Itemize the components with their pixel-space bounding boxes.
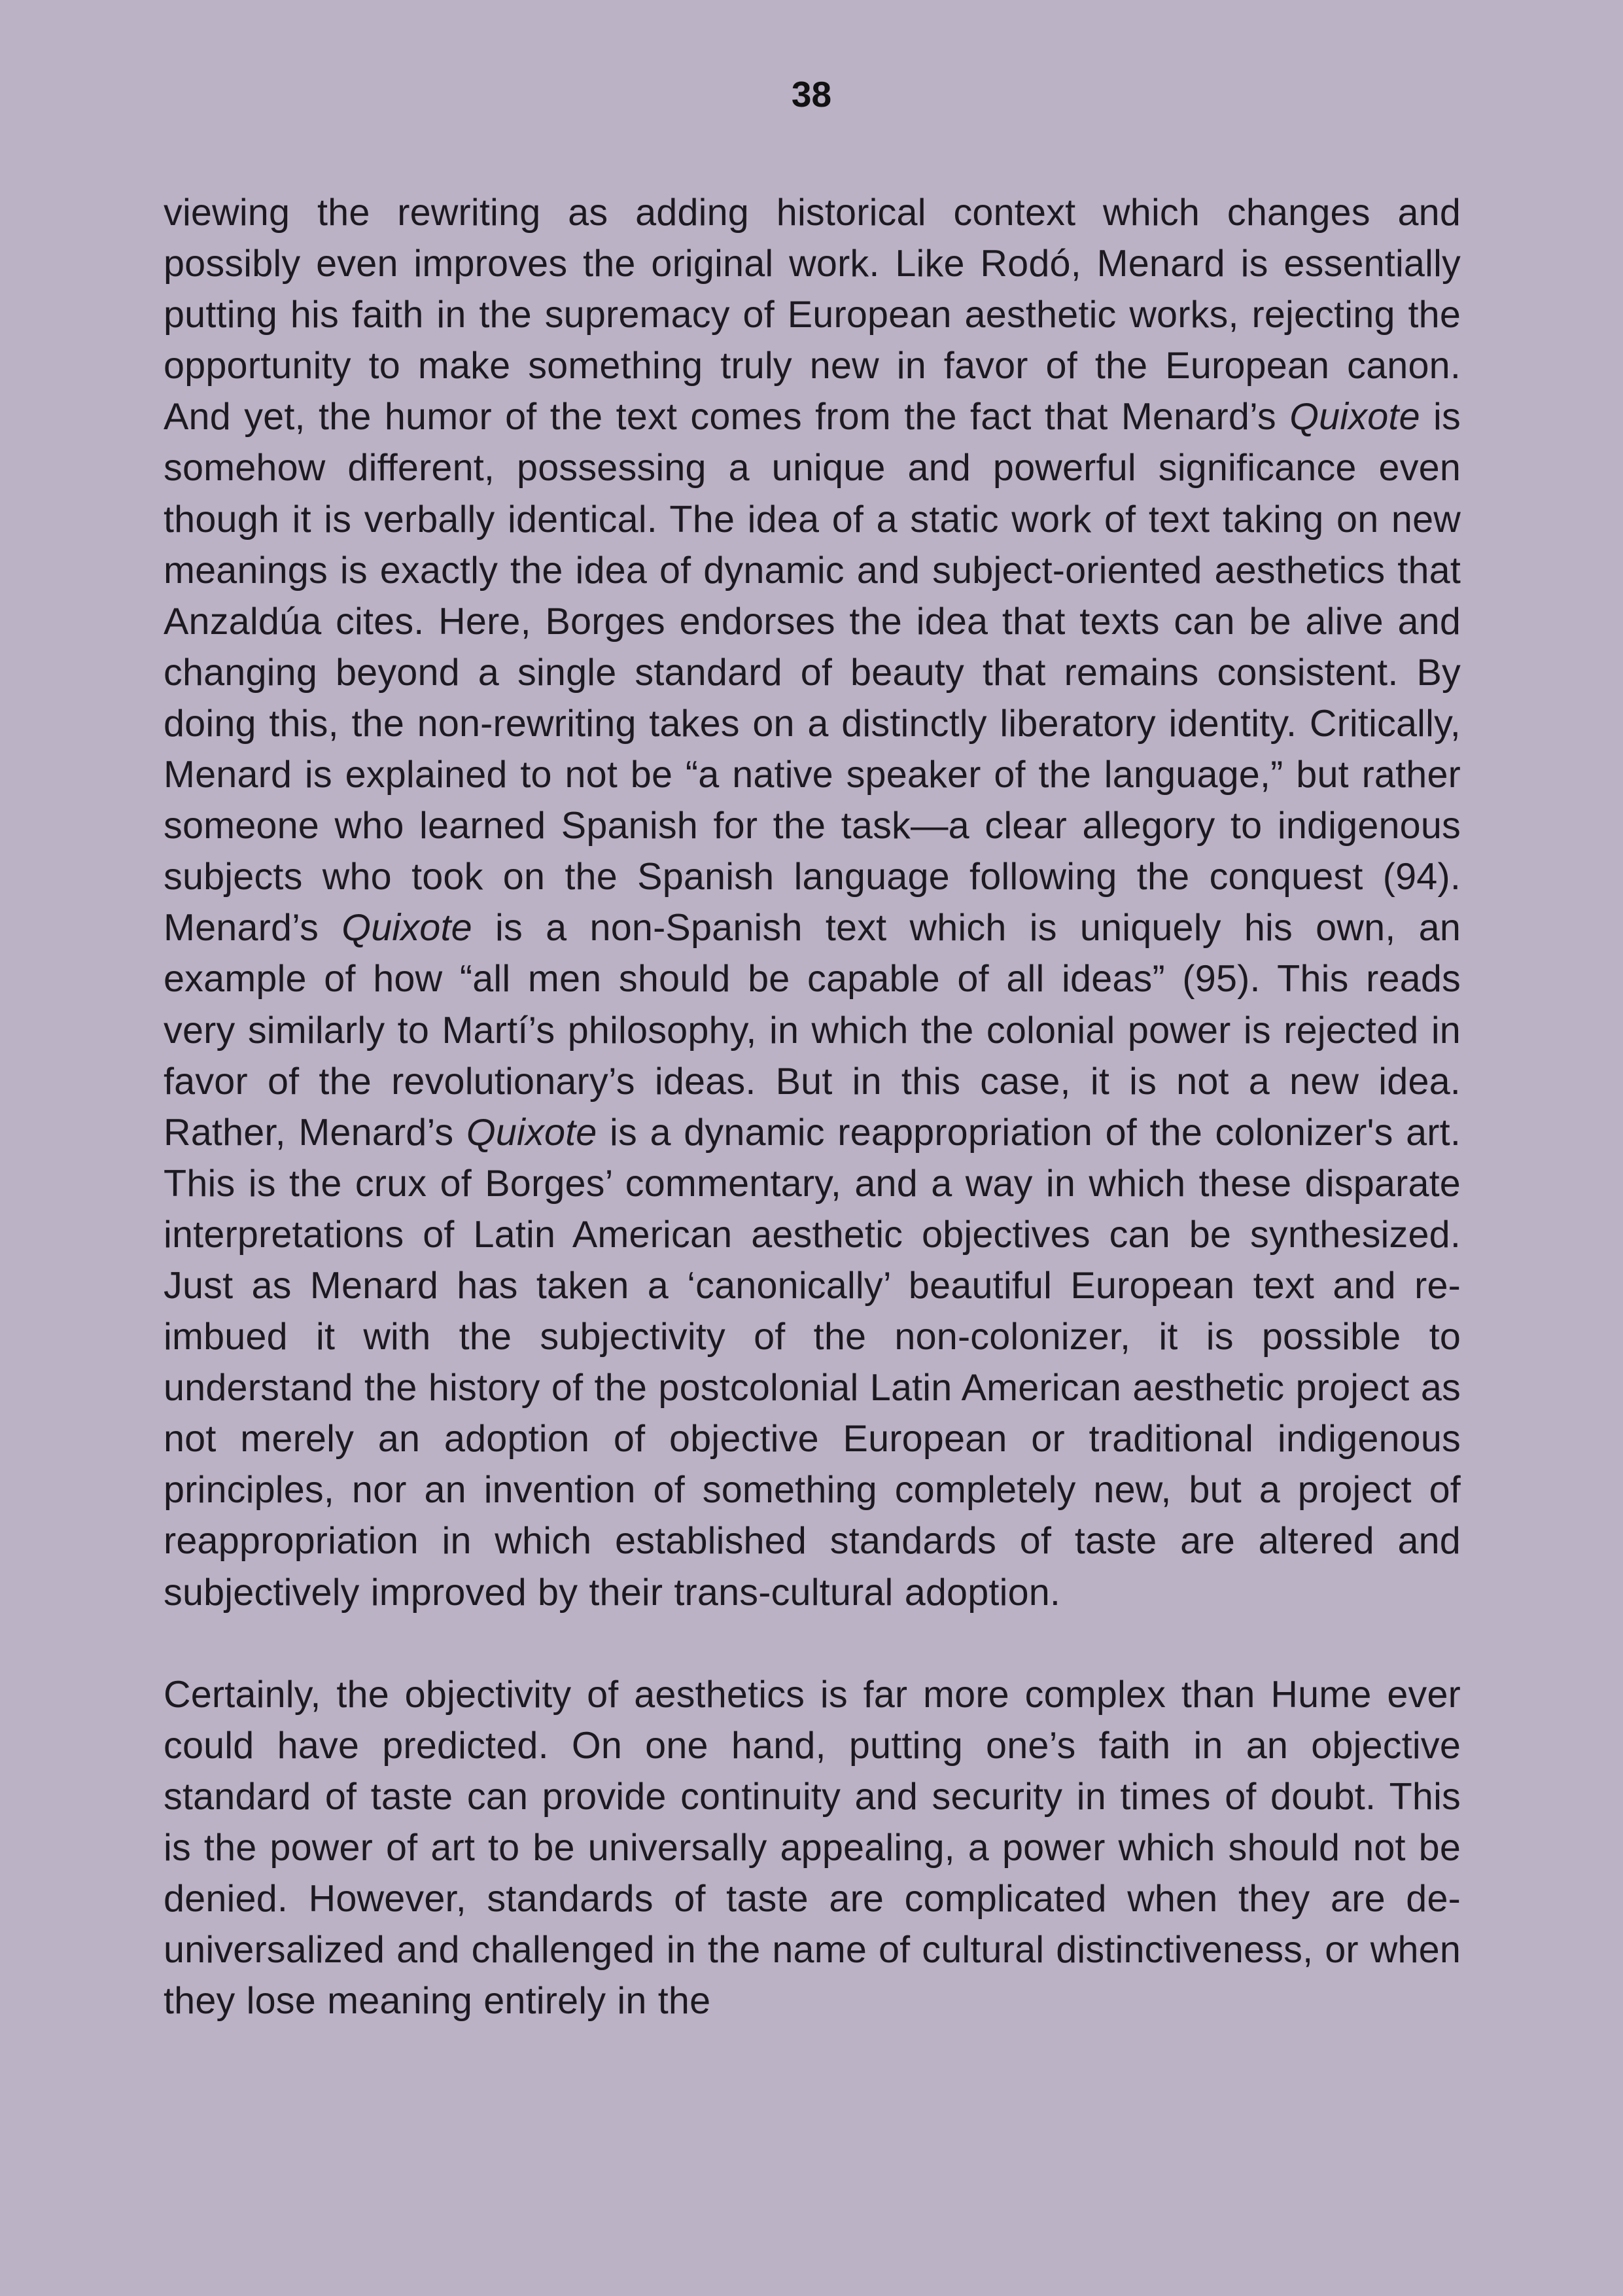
text-segment: is a dynamic reappropriation of the colonizer's art. This is the crux of Borges’ commentary, and a way in which these disparate interpretations of Latin American aesthetic objectives can be synthesized. Just as Menard has taken a ‘canonically’ beautiful European text and re-imbued it with the subjectivity of the non-colonizer, it is possible to understand the history of the postcolonial Latin American aesthetic project as not merely an adoption of objective European or traditional indigenous principles, nor an invention of something completely new, but a project of reappropriation in which established standards of taste are altered and subjectively improved by their trans-cultural adoption.: [164, 1111, 1461, 1614]
text-segment: viewing the rewriting as adding historical context which changes and possibly even improves the original work. Like Rodó, Menard is essentially putting his faith in the supremacy of European aesthetic works, rejecting the opportunity to make something truly new in favor of the European canon. And yet, the humor of the text comes from the fact that Menard’s: [164, 192, 1461, 438]
text-segment: is a non-Spanish text which is uniquely his own, an example of how “all men should be capable of all ideas” (95). This reads very similarly to Martí’s philosophy, in which the colonial power is rejected in favor of the revolutionary’s ideas. But in this case, it is not a new idea. Rather, Menard’s: [164, 907, 1461, 1154]
text-segment: Certainly, the objectivity of aesthetics is far more complex than Hume ever could have predicted. On one hand, putting one’s faith in an objective standard of taste can provide continuity and security in times of doubt. This is the power of art to be universally appealing, a power which should not be denied. However, standards of taste are complicated when they are de-universalized and challenged in the name of cultural distinctiveness, or when they lose meaning entirely in the: [164, 1673, 1461, 2022]
page-number: 38: [791, 74, 832, 115]
italic-title: Quixote: [466, 1111, 597, 1154]
italic-title: Quixote: [1289, 396, 1420, 438]
italic-title: Quixote: [341, 907, 472, 949]
paragraph-2: [164, 1669, 1461, 2027]
paragraph-1: [164, 187, 1461, 1618]
body-text: [164, 187, 1461, 2077]
text-segment: is somehow different, possessing a unique and powerful significance even though it is verbally identical. The idea of a static work of text taking on new meanings is exactly the idea of dynamic and subject-oriented aesthetics that Anzaldúa cites. Here, Borges endorses the idea that texts can be alive and changing beyond a single standard of beauty that remains consistent. By doing this, the non-rewriting takes on a distinctly liberatory identity. Critically, Menard is explained to not be “a native speaker of the language,” but rather someone who learned Spanish for the task—a clear allegory to indigenous subjects who took on the Spanish language following the conquest (94). Menard’s: [164, 396, 1461, 949]
